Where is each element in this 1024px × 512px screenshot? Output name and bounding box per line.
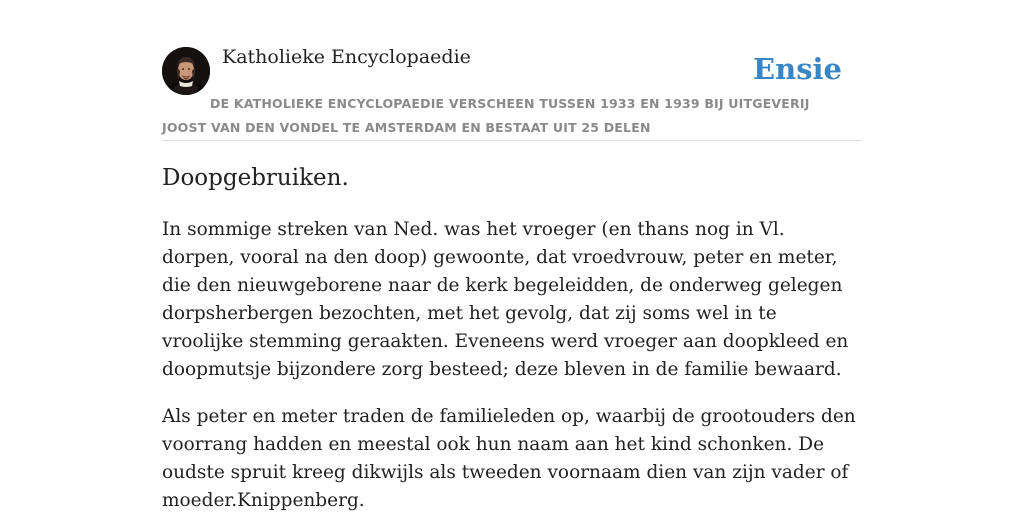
article	[162, 160, 862, 512]
article-title: Doopgebruiken.	[162, 165, 349, 191]
portrait-avatar-icon[interactable]	[162, 47, 210, 95]
site-header	[162, 44, 862, 141]
site-title[interactable]: Katholieke Encyclopaedie	[222, 46, 471, 68]
article-paragraph: In sommige streken van Ned. was het vroeger (en thans nog in Vl. dorpen, vooral na den doop) gewoonte, dat vroedvrouw, peter en meter, die den nieuwgeborene naar de kerk begeleidden, de onderweg gelegen dorpsherbergen bezochten, met het gevolg, dat zij soms wel in te vroolijke stemming geraakten. Eveneens werd vroeger aan doopkleed en doopmutsje bijzondere zorg besteed; deze bleven in de familie bewaard.	[162, 219, 849, 380]
brand-logo[interactable]: Ensie	[753, 52, 842, 86]
article-paragraph: Als peter en meter traden de familieleden op, waarbij de grootouders den voorrang hadden en meestal ook hun naam aan het kind schonken. De oudste spruit kreeg dikwijls als tweeden voornaam dien van zijn vader of moeder.Knippenberg.	[162, 406, 856, 511]
site-tagline: DE KATHOLIEKE ENCYCLOPAEDIE VERSCHEEN TUSSEN 1933 EN 1939 BIJ UITGEVERIJ JOOST VAN DEN VONDEL TE AMSTERDAM EN BESTAAT UIT 25 DELEN	[162, 96, 810, 135]
